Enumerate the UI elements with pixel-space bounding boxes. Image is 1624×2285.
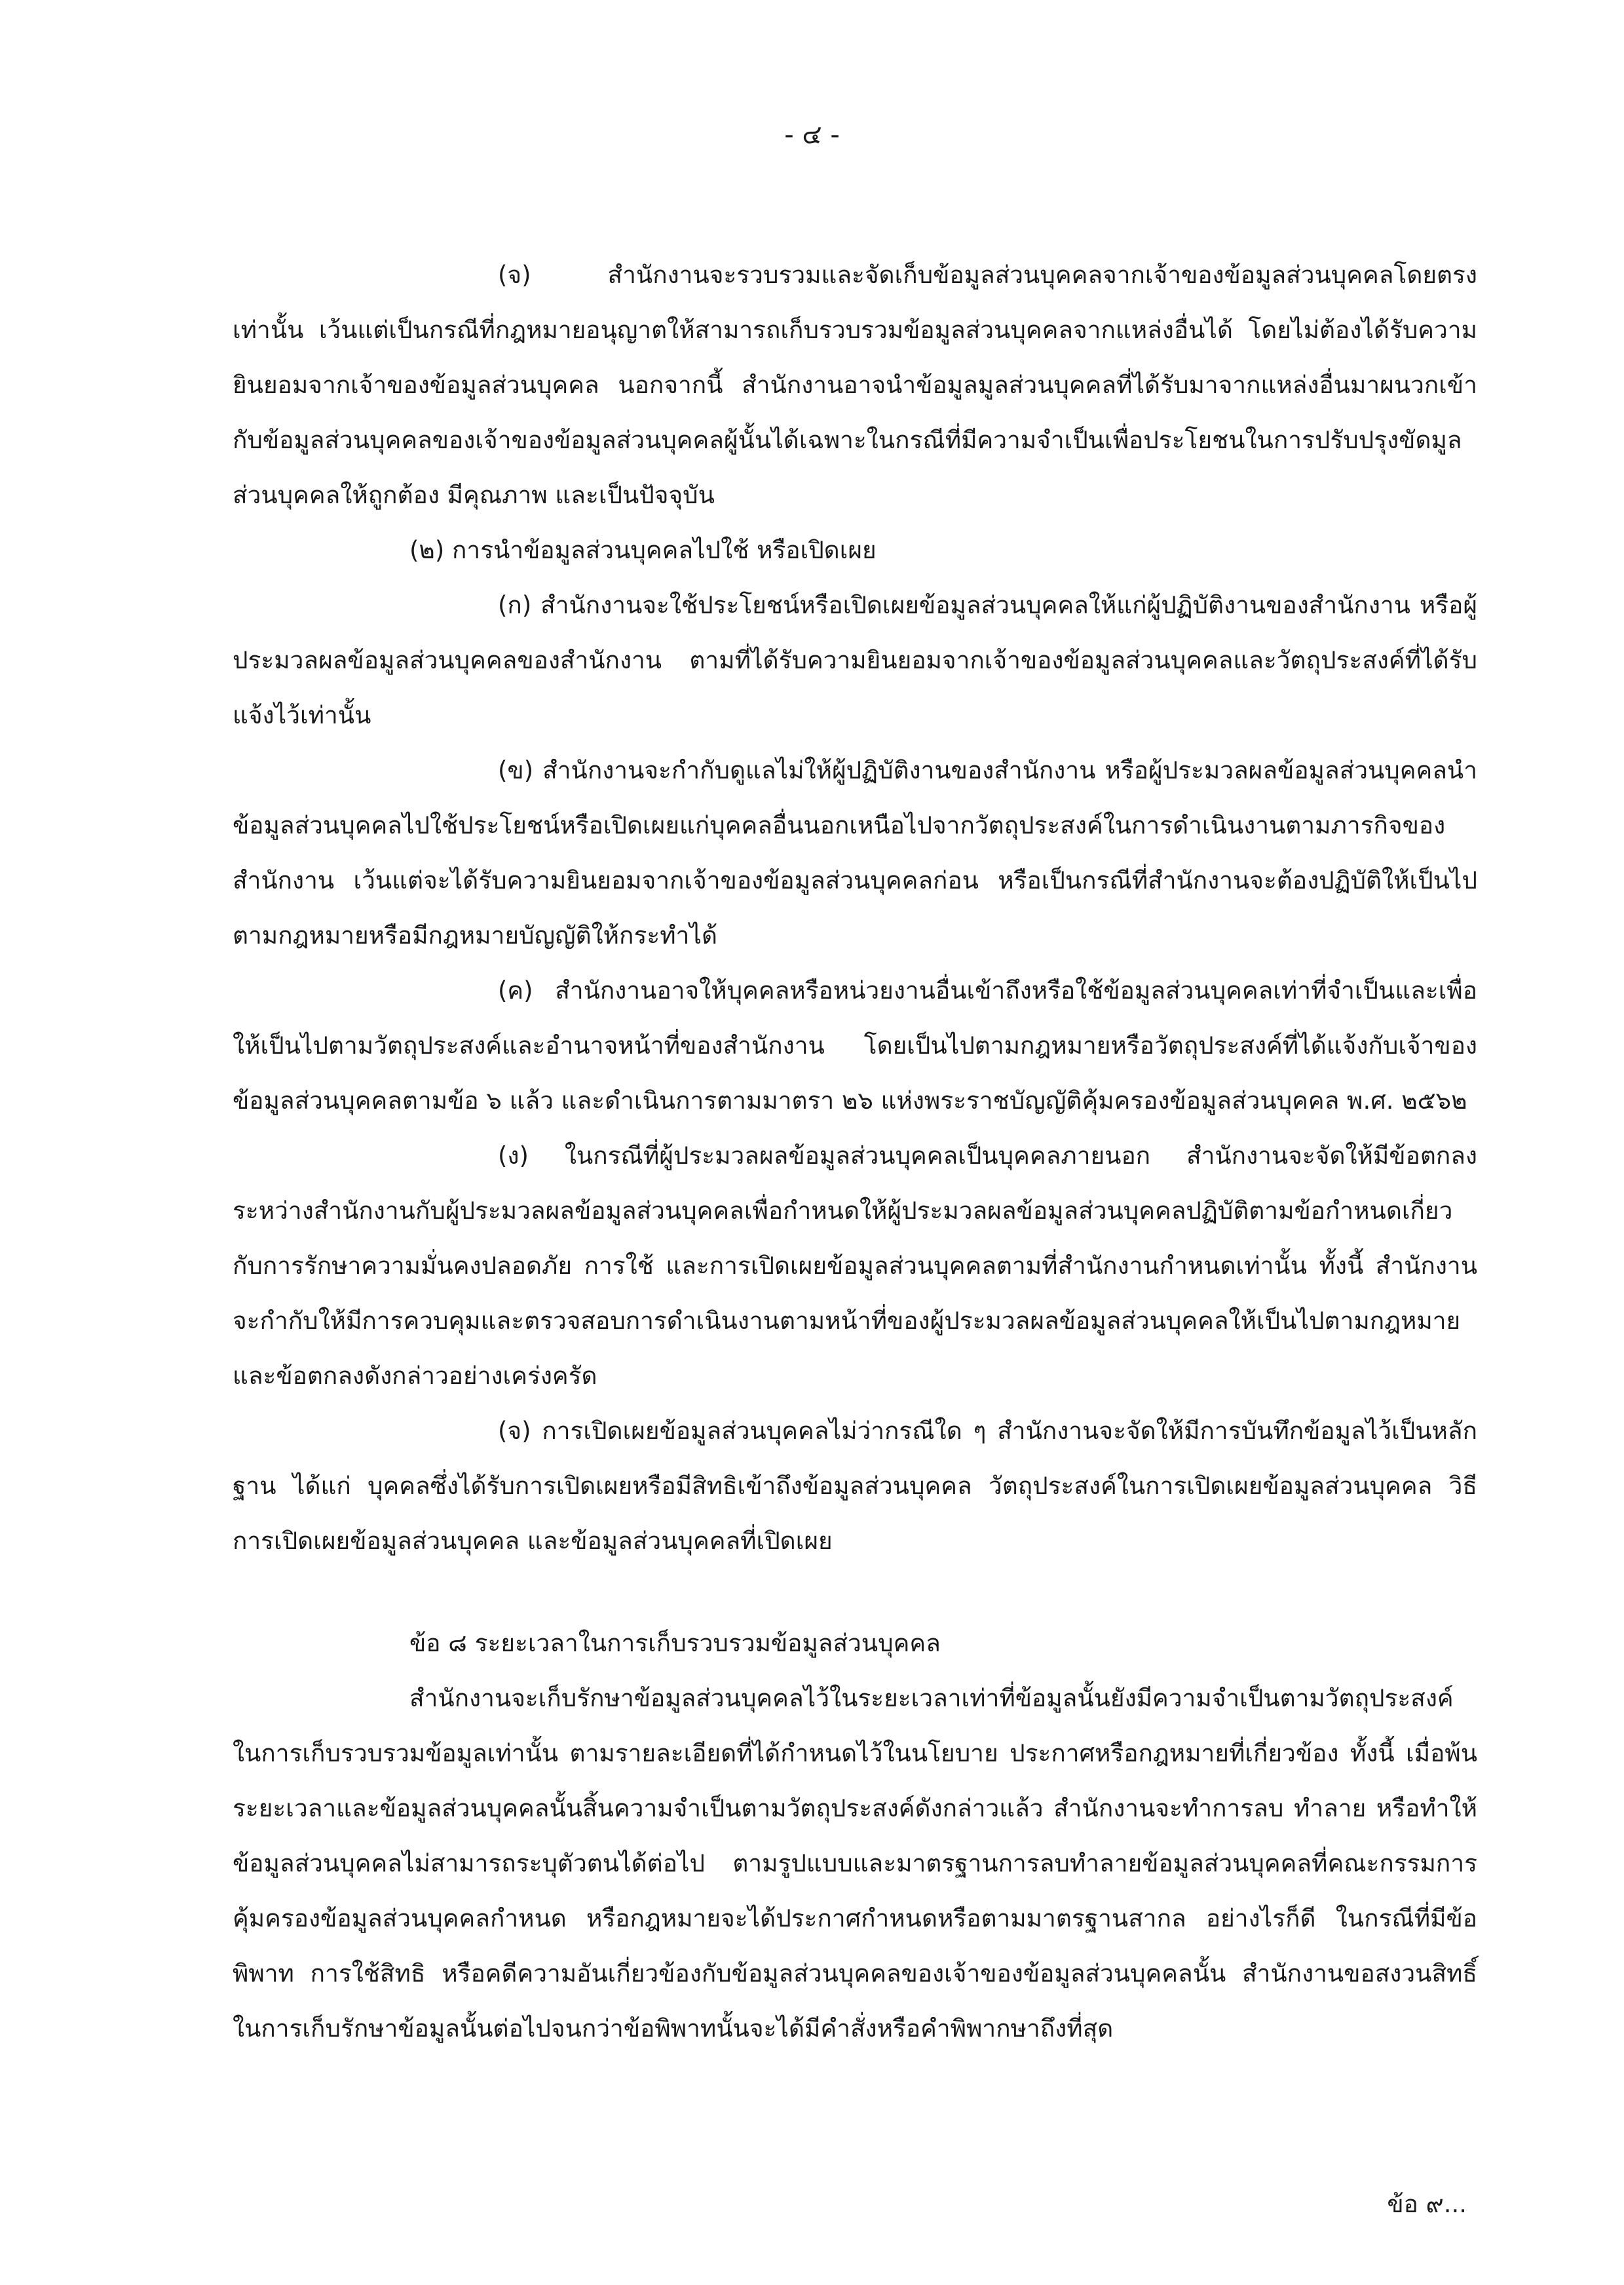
page-number: - ๔ - [784, 120, 840, 150]
paragraph: (ข) สำนักงานจะกำกับดูแลไม่ให้ผู้ปฏิบัติงานของสำนักงาน หรือผู้ประมวลผลข้อมูลส่วนบุคคลนำข้อมูลส่วนบุคคลไปใช้ประโยชน์หรือเปิดเผยแก่บุคคลอื่นนอกเหนือไปจากวัตถุประสงค์ในการดำเนินงานตามภารกิจของสำนักงาน เว้นแต่จะได้รับความยินยอมจากเจ้าของข้อมูลส่วนบุคคลก่อน หรือเป็นกรณีที่สำนักงานจะต้องปฏิบัติให้เป็นไปตามกฎหมายหรือมีกฎหมายบัญญัติให้กระทำได้ [233, 756, 1477, 950]
section-heading: (๒) การนำข้อมูลส่วนบุคคลไปใช้ หรือเปิดเผย [409, 536, 877, 564]
paragraph: (ง) ในกรณีที่ผู้ประมวลผลข้อมูลส่วนบุคคลเป็นบุคคลภายนอก สำนักงานจะจัดให้มีข้อตกลงระหว่างสำนักงานกับผู้ประมวลผลข้อมูลส่วนบุคคลเพื่อกำหนดให้ผู้ประมวลผลข้อมูลส่วนบุคคลปฏิบัติตามข้อกำหนดเกี่ยวกับการรักษาความมั่นคงปลอดภัย การใช้ และการเปิดเผยข้อมูลส่วนบุคคลตามที่สำนักงานกำหนดเท่านั้น ทั้งนี้ สำนักงานจะกำกับให้มีการควบคุมและตรวจสอบการดำเนินงานตามหน้าที่ของผู้ประมวลผลข้อมูลส่วนบุคคลให้เป็นไปตามกฎหมายและข้อตกลงดังกล่าวอย่างเคร่งครัด [233, 1142, 1477, 1390]
paragraph: (ค) สำนักงานอาจให้บุคคลหรือหน่วยงานอื่นเข้าถึงหรือใช้ข้อมูลส่วนบุคคลเท่าที่จำเป็นและเพื่อให้เป็นไปตามวัตถุประสงค์และอำนาจหน้าที่ของสำนักงาน โดยเป็นไปตามกฎหมายหรือวัตถุประสงค์ที่ได้แจ้งกับเจ้าของข้อมูลส่วนบุคคลตามข้อ ๖ แล้ว และดำเนินการตามมาตรา ๒๖ แห่งพระราชบัญญัติคุ้มครองข้อมูลส่วนบุคคล พ.ศ. ๒๕๖๒ [233, 976, 1477, 1115]
clause-heading: ข้อ ๘ ระยะเวลาในการเก็บรวบรวมข้อมูลส่วนบุคคล [409, 1629, 941, 1657]
paragraph: (จ) สำนักงานจะรวบรวมและจัดเก็บข้อมูลส่วนบุคคลจากเจ้าของข้อมูลส่วนบุคคลโดยตรงเท่านั้น เว้นแต่เป็นกรณีที่กฎหมายอนุญาตให้สามารถเก็บรวบรวมข้อมูลส่วนบุคคลจากแหล่งอื่นได้ โดยไม่ต้องได้รับความยินยอมจากเจ้าของข้อมูลส่วนบุคคล นอกจากนี้ สำนักงานอาจนำข้อมูลมูลส่วนบุคคลที่ได้รับมาจากแหล่งอื่นมาผนวกเข้ากับข้อมูลส่วนบุคคลของเจ้าของข้อมูลส่วนบุคคลผู้นั้นได้เฉพาะในกรณีที่มีความจำเป็นเพื่อประโยชนในการปรับปรุงขัดมูลส่วนบุคคลให้ถูกต้อง มีคุณภาพ และเป็นปัจจุบัน [233, 261, 1477, 509]
next-page-catchword: ข้อ ๙... [1387, 2190, 1467, 2218]
document-body [233, 248, 1477, 2056]
paragraph: (ก) สำนักงานจะใช้ประโยชน์หรือเปิดเผยข้อมูลส่วนบุคคลให้แก่ผู้ปฏิบัติงานของสำนักงาน หรือผู้ประมวลผลข้อมูลส่วนบุคคลของสำนักงาน ตามที่ได้รับความยินยอมจากเจ้าของข้อมูลส่วนบุคคลและวัตถุประสงค์ที่ได้รับแจ้งไว้เท่านั้น [233, 591, 1477, 729]
paragraph: (จ) การเปิดเผยข้อมูลส่วนบุคคลไม่ว่ากรณีใด ๆ สำนักงานจะจัดให้มีการบันทึกข้อมูลไว้เป็นหลักฐาน ได้แก่ บุคคลซึ่งได้รับการเปิดเผยหรือมีสิทธิเข้าถึงข้อมูลส่วนบุคคล วัตถุประสงค์ในการเปิดเผยข้อมูลส่วนบุคคล วิธีการเปิดเผยข้อมูลส่วนบุคคล และข้อมูลส่วนบุคคลที่เปิดเผย [233, 1417, 1477, 1555]
paragraph: สำนักงานจะเก็บรักษาข้อมูลส่วนบุคคลไว้ในระยะเวลาเท่าที่ข้อมูลนั้นยังมีความจำเป็นตามวัตถุประสงค์ในการเก็บรวบรวมข้อมูลเท่านั้น ตามรายละเอียดที่ได้กำหนดไว้ในนโยบาย ประกาศหรือกฎหมายที่เกี่ยวข้อง ทั้งนี้ เมื่อพ้นระยะเวลาและข้อมูลส่วนบุคคลนั้นสิ้นความจำเป็นตามวัตถุประสงค์ดังกล่าวแล้ว สำนักงานจะทำการลบ ทำลาย หรือทำให้ข้อมูลส่วนบุคคลไม่สามารถระบุตัวตนได้ต่อไป ตามรูปแบบและมาตรฐานการลบทำลายข้อมูลส่วนบุคคลที่คณะกรรมการคุ้มครองข้อมูลส่วนบุคคลกำหนด หรือกฎหมายจะได้ประกาศกำหนดหรือตามมาตรฐานสากล อย่างไรก็ดี ในกรณีที่มีข้อพิพาท การใช้สิทธิ หรือคดีความอันเกี่ยวข้องกับข้อมูลส่วนบุคคลของเจ้าของข้อมูลส่วนบุคคลนั้น สำนักงานขอสงวนสิทธิ์ในการเก็บรักษาข้อมูลนั้นต่อไปจนกว่าข้อพิพาทนั้นจะได้มีคำสั่งหรือคำพิพากษาถึงที่สุด [233, 1684, 1477, 2043]
